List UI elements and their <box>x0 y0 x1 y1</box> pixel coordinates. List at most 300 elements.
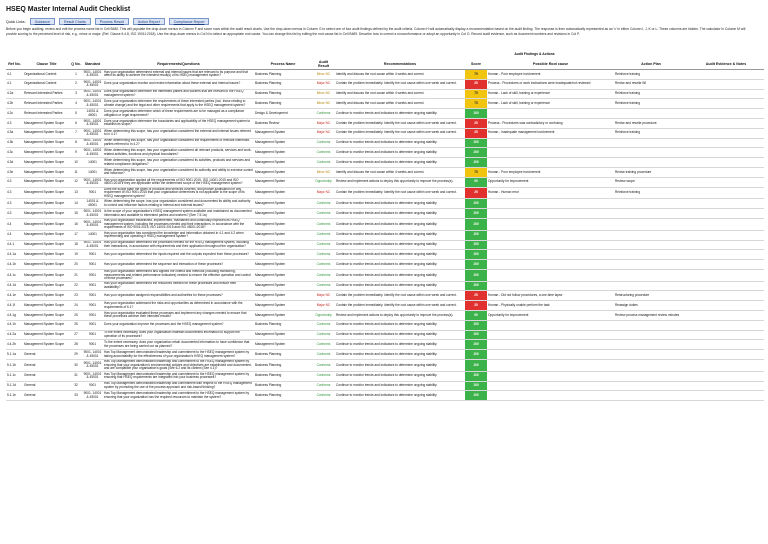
process-name-select[interactable]: Business Planning <box>254 320 312 330</box>
recommendation-cell: Review and implement actions to deploy this opportunity to improve the process(s). <box>335 311 465 321</box>
evidence-field[interactable] <box>688 167 764 177</box>
qno-cell: 22 <box>70 281 82 291</box>
audit-result-select[interactable]: Conforms <box>312 340 335 350</box>
score-cell: 100 <box>465 330 487 340</box>
requirement-cell: Has Top Management demonstrated leadership and commitment to the HSEQ management system by ensuring that your organization has the required resources to maintain the system? <box>103 391 254 401</box>
audit-result-select[interactable]: Major NC <box>312 118 335 128</box>
action-plan-field[interactable] <box>614 250 688 260</box>
root-cause-select[interactable] <box>487 250 614 260</box>
requirement-cell: Has your organization applied all the requirements of ISO 9001:2015, ISO 14001:2015 and ISO 45001:2018 if they are applicable within the determined scope of the HSEQ management system? <box>103 177 254 187</box>
evidence-field[interactable] <box>688 391 764 401</box>
requirement-cell: Has your organization determined external and internal issues that are relevant to its purpose and that affect its ability to achieve the intended result(s) of its HSEQ management system? <box>103 70 254 80</box>
qno-cell: 2 <box>70 79 82 89</box>
ref-cell: 4.1 <box>6 79 23 89</box>
process-name-select[interactable]: Business Review <box>254 118 312 128</box>
root-cause-select[interactable]: Human - Inadequate management involvement <box>487 128 614 138</box>
action-plan-field[interactable] <box>614 340 688 350</box>
action-plan-field[interactable]: Review scope <box>614 177 688 187</box>
root-cause-select[interactable] <box>487 148 614 158</box>
action-plan-field[interactable]: Revise training procedure <box>614 167 688 177</box>
requirement-cell: To the extent necessary, does your organization retain documented information to have confidence that the processes are being carried out as planned? <box>103 340 254 350</box>
table-body <box>6 70 764 401</box>
action-plan-field[interactable] <box>614 281 688 291</box>
audit-result-select[interactable]: Conforms <box>312 360 335 372</box>
root-cause-select[interactable] <box>487 109 614 119</box>
quick-links-bar <box>6 18 209 25</box>
root-cause-select[interactable] <box>487 230 614 240</box>
table-row <box>6 230 764 240</box>
process-name-select[interactable]: Management System <box>254 187 312 199</box>
process-name-select[interactable]: Management System <box>254 218 312 230</box>
ref-cell: 4.2a <box>6 89 23 99</box>
table-row <box>6 99 764 109</box>
requirement-cell: Has your organization established, implemented, maintained and continually improved its HSEQ management system, including the processes needed and their interactions, in accordance with the requirements of ISO 9001:2015, ISO 14001:2015 and ISO 45001:2018? <box>103 218 254 230</box>
score-cell: 100 <box>465 240 487 250</box>
recommendation-cell: Identify and discuss the root cause within 4 weeks and correct. <box>335 167 465 177</box>
requirement-cell: Does your organization determine the requirements of these interested parties (incl. those relating to climate change) and the legal and other requirements that apply to the HSEQ management system? <box>103 99 254 109</box>
audit-result-select[interactable]: Major NC <box>312 128 335 138</box>
root-cause-select[interactable] <box>487 240 614 250</box>
process-name-select[interactable]: Business Planning <box>254 381 312 391</box>
evidence-field[interactable] <box>688 260 764 270</box>
recommendation-cell: Continue to monitor trends and indicators to determine ongoing stability. <box>335 158 465 168</box>
evidence-field[interactable] <box>688 118 764 128</box>
action-plan-field[interactable] <box>614 350 688 360</box>
root-cause-select[interactable] <box>487 218 614 230</box>
action-plan-field[interactable]: Reinforce training <box>614 187 688 199</box>
root-cause-select[interactable]: Human - Poor employee involvement <box>487 70 614 80</box>
clause-cell: Management System Scope <box>23 187 70 199</box>
standard-cell: 9001, 14001 & 45001 <box>83 148 102 156</box>
clause-cell: Management System Scope <box>23 330 70 340</box>
action-plan-field[interactable] <box>614 381 688 391</box>
process-name-select[interactable]: Management System <box>254 240 312 250</box>
ref-cell: 4.2c <box>6 109 23 119</box>
action-plan-field[interactable] <box>614 148 688 158</box>
clause-cell: Management System Scope <box>23 260 70 270</box>
process-name-select[interactable]: Business Planning <box>254 79 312 89</box>
process-name-select[interactable]: Management System <box>254 269 312 281</box>
ref-cell: 4.3b <box>6 138 23 148</box>
audit-result-select[interactable]: Conforms <box>312 250 335 260</box>
process-name-select[interactable]: Design & Development <box>254 109 312 119</box>
recommendation-cell: Continue to monitor trends and indicators to determine ongoing stability. <box>335 109 465 119</box>
recommendation-cell: Continue to monitor trends and indicators to determine ongoing stability. <box>335 138 465 148</box>
score-cell: 100 <box>465 350 487 360</box>
table-row <box>6 138 764 148</box>
root-cause-select[interactable]: Process - Procedures was contradictory or confusing <box>487 118 614 128</box>
root-cause-select[interactable] <box>487 269 614 281</box>
evidence-field[interactable] <box>688 371 764 381</box>
process-name-select[interactable]: Business Planning <box>254 70 312 80</box>
guidance-link[interactable]: Guidance <box>30 18 55 25</box>
process-name-select[interactable]: Management System <box>254 128 312 138</box>
table-row <box>6 89 764 99</box>
recommendation-cell: Contain the problem immediately. Identify the root cause within one week and correct. <box>335 301 465 311</box>
process-name-select[interactable]: Management System <box>254 330 312 340</box>
audit-result-select[interactable]: Conforms <box>312 381 335 391</box>
score-cell: 25 <box>465 301 487 311</box>
recommendation-cell: Continue to monitor trends and indicators to determine ongoing stability. <box>335 260 465 270</box>
action-plan-field[interactable]: Restructuring procedure <box>614 291 688 301</box>
standard-cell: 9001 <box>82 250 103 260</box>
table-row <box>6 320 764 330</box>
qno-cell: 10 <box>70 158 82 168</box>
process-name-select[interactable]: Management System <box>254 230 312 240</box>
requirement-cell: Does your organization determine the interested parties and workers that are relevant to the HSEQ management system? <box>103 89 254 99</box>
evidence-field[interactable] <box>688 301 764 311</box>
standard-cell: 9001 <box>82 311 103 321</box>
qno-cell: 30 <box>70 360 82 372</box>
process-name-select[interactable]: Management System <box>254 250 312 260</box>
root-cause-select[interactable] <box>487 320 614 330</box>
action-plan-field[interactable] <box>614 209 688 219</box>
table-row <box>6 291 764 301</box>
requirement-cell: Has your organization determined the resources needed for these processes and ensure their availability? <box>103 281 254 291</box>
evidence-field[interactable] <box>688 311 764 321</box>
audit-result-select[interactable]: Minor NC <box>312 70 335 80</box>
col-clause: Clause Title <box>23 58 70 70</box>
root-cause-select[interactable]: Opportunity for improvement <box>487 311 614 321</box>
action-plan-field[interactable] <box>614 199 688 209</box>
audit-result-select[interactable]: Conforms <box>312 230 335 240</box>
standard-cell: 9001, 14001 & 45001 <box>83 118 102 127</box>
standard-cell: 14001 & 45001 <box>82 109 103 119</box>
col-recommendations: Recommendations <box>335 58 465 70</box>
process-name-select[interactable]: Management System <box>254 177 312 187</box>
clause-cell: Management System Scope <box>23 320 70 330</box>
root-cause-select[interactable]: Human - Lack of skill, training or experience <box>487 99 614 109</box>
table-row <box>6 269 764 281</box>
result-charts-link[interactable]: Result Charts <box>59 18 91 25</box>
action-plan-field[interactable] <box>614 371 688 381</box>
evidence-field[interactable] <box>688 350 764 360</box>
requirement-cell: Does your organization improve the processes and the HSEQ management system? <box>103 320 254 330</box>
recommendation-cell: Continue to monitor trends and indicators to determine ongoing stability. <box>335 281 465 291</box>
audit-result-select[interactable]: Conforms <box>312 281 335 291</box>
recommendation-cell: Continue to monitor trends and indicators to determine ongoing stability. <box>335 350 465 360</box>
root-cause-select[interactable]: Human - Human error <box>487 187 614 199</box>
evidence-field[interactable] <box>688 218 764 230</box>
requirement-cell: Has Top Management demonstrated leadership and commitment with respect to the HSEQ management system by promoting the use of the process approach and risk-based thinking? <box>103 381 254 391</box>
evidence-field[interactable] <box>688 291 764 301</box>
score-cell: 25 <box>465 128 487 138</box>
action-plan-field[interactable]: Reinforce training <box>614 128 688 138</box>
action-plan-field[interactable]: Revise and rewrite WI <box>614 79 688 89</box>
process-name-select[interactable]: Business Planning <box>254 89 312 99</box>
evidence-field[interactable] <box>688 240 764 250</box>
clause-cell: Organizational Context <box>23 70 70 80</box>
ref-cell: 4.4.1g <box>6 311 23 321</box>
process-result-link[interactable]: Process Result <box>95 18 129 25</box>
evidence-field[interactable] <box>688 158 764 168</box>
root-cause-select[interactable] <box>487 281 614 291</box>
col-result: Audit Result <box>312 58 335 70</box>
ref-cell: 4.3d <box>6 158 23 168</box>
audit-result-select[interactable]: Conforms <box>312 218 335 230</box>
standard-cell: 9001, 14001 & 45001 <box>83 128 102 137</box>
score-cell: 90 <box>465 177 487 187</box>
action-plan-field[interactable] <box>614 158 688 168</box>
audit-result-select[interactable]: Major NC <box>312 291 335 301</box>
score-cell: 100 <box>465 209 487 219</box>
clause-cell: Management System Scope <box>23 269 70 281</box>
audit-result-select[interactable]: Conforms <box>312 260 335 270</box>
score-cell: 25 <box>465 187 487 199</box>
action-plan-field[interactable] <box>614 391 688 401</box>
score-cell: 75 <box>465 99 487 109</box>
standard-cell: 14001 <box>82 167 103 177</box>
process-name-select[interactable]: Management System <box>254 209 312 219</box>
process-name-select[interactable]: Management System <box>254 301 312 311</box>
process-name-select[interactable]: Business Planning <box>254 360 312 372</box>
ref-cell: 4.3e <box>6 167 23 177</box>
col-qno: Q No. <box>70 58 82 70</box>
audit-result-select[interactable]: Conforms <box>312 109 335 119</box>
recommendation-cell: Contain the problem immediately. Identify the root cause within one week and correct. <box>335 118 465 128</box>
table-row <box>6 311 764 321</box>
root-cause-select[interactable]: Human - Poor employee involvement <box>487 167 614 177</box>
action-plan-field[interactable] <box>614 260 688 270</box>
evidence-field[interactable] <box>688 199 764 209</box>
ref-cell: 4.4 <box>6 230 23 240</box>
audit-result-select[interactable]: Minor NC <box>312 167 335 177</box>
findings-header: Audit Findings & Actions <box>514 52 555 56</box>
score-cell: 90 <box>465 311 487 321</box>
root-cause-select[interactable] <box>487 340 614 350</box>
process-name-select[interactable]: Management System <box>254 311 312 321</box>
standard-cell: 9001, 14001 & 45001 <box>83 208 102 217</box>
ref-cell: 5.1.1e <box>6 391 23 401</box>
root-cause-select[interactable]: Process - Procedures or work instructions were inadequate/not reviewed <box>487 79 614 89</box>
action-plan-field[interactable]: Reinforce training <box>614 99 688 109</box>
standard-cell: 9001, 14001 & 45001 <box>83 99 102 107</box>
root-cause-select[interactable]: Opportunity for improvement <box>487 177 614 187</box>
qno-cell: 5 <box>70 109 82 119</box>
action-plan-field[interactable]: Reinforce training <box>614 89 688 99</box>
qno-cell: 9 <box>70 148 82 158</box>
evidence-field[interactable] <box>688 269 764 281</box>
recommendation-cell: Identify and discuss the root cause within 4 weeks and correct. <box>335 89 465 99</box>
ref-cell: 4.1 <box>6 70 23 80</box>
action-plan-field[interactable] <box>614 218 688 230</box>
evidence-field[interactable] <box>688 250 764 260</box>
table-row <box>6 340 764 350</box>
root-cause-select[interactable] <box>487 360 614 372</box>
root-cause-select[interactable]: Human - Physically unable perform the task <box>487 301 614 311</box>
evidence-field[interactable] <box>688 230 764 240</box>
audit-result-select[interactable]: Conforms <box>312 391 335 401</box>
score-cell: 25 <box>465 118 487 128</box>
audit-result-select[interactable]: Conforms <box>312 199 335 209</box>
root-cause-select[interactable] <box>487 260 614 270</box>
process-name-select[interactable]: Business Planning <box>254 350 312 360</box>
process-name-select[interactable]: Management System <box>254 281 312 291</box>
requirement-cell: Is the scope of your organization's HSEQ management system available and maintained as documented information and available to interested parties and workers? (See 7.5.1a) <box>103 209 254 219</box>
audit-result-select[interactable]: Conforms <box>312 371 335 381</box>
audit-result-select[interactable]: Conforms <box>312 158 335 168</box>
root-cause-select[interactable] <box>487 138 614 148</box>
audit-result-select[interactable]: Conforms <box>312 240 335 250</box>
root-cause-select[interactable] <box>487 371 614 381</box>
standard-cell: 9001, 14001 & 45001 <box>83 177 102 186</box>
recommendation-cell: Continue to monitor trends and indicators to determine ongoing stability. <box>335 371 465 381</box>
standard-cell: 9001, 14001 & 45001 <box>83 391 102 399</box>
evidence-field[interactable] <box>688 177 764 187</box>
ref-cell: 5.1.1b <box>6 360 23 372</box>
header-row <box>6 58 764 70</box>
clause-cell: Management System Scope <box>23 230 70 240</box>
qno-cell: 21 <box>70 269 82 281</box>
evidence-field[interactable] <box>688 320 764 330</box>
qno-cell: 4 <box>70 99 82 109</box>
col-standard: Standard <box>82 58 103 70</box>
root-cause-select[interactable] <box>487 391 614 401</box>
qno-cell: 1 <box>70 70 82 80</box>
evidence-field[interactable] <box>688 109 764 119</box>
audit-result-select[interactable]: Conforms <box>312 148 335 158</box>
evidence-field[interactable] <box>688 340 764 350</box>
audit-result-select[interactable]: Minor NC <box>312 89 335 99</box>
evidence-field[interactable] <box>688 148 764 158</box>
clause-cell: Organizational Context <box>23 79 70 89</box>
audit-result-select[interactable]: Conforms <box>312 350 335 360</box>
requirement-cell: Has your organization addressed the risks and opportunities as determined in accordance with the requirements of 6.1? <box>103 301 254 311</box>
process-name-select[interactable]: Management System <box>254 148 312 158</box>
qno-cell: 6 <box>70 118 82 128</box>
root-cause-select[interactable]: Human - Lack of skill, training or experience <box>487 89 614 99</box>
evidence-field[interactable] <box>688 281 764 291</box>
audit-result-select[interactable]: Conforms <box>312 320 335 330</box>
process-name-select[interactable]: Management System <box>254 158 312 168</box>
action-plan-field[interactable] <box>614 109 688 119</box>
col-requirements: Requirements/Questions <box>103 58 254 70</box>
audit-result-select[interactable]: Major NC <box>312 79 335 89</box>
process-name-select[interactable]: Management System <box>254 260 312 270</box>
root-cause-select[interactable] <box>487 209 614 219</box>
action-plan-field[interactable] <box>614 138 688 148</box>
qno-cell: 8 <box>70 138 82 148</box>
requirement-cell: Has your organization determined the processes needed for the HSEQ management system, including their interactions, in accordance with requirements and their application throughout the organization? <box>103 240 254 250</box>
evidence-field[interactable] <box>688 209 764 219</box>
qno-cell: 25 <box>70 311 82 321</box>
process-name-select[interactable]: Management System <box>254 340 312 350</box>
recommendation-cell: Continue to monitor trends and indicators to determine ongoing stability. <box>335 209 465 219</box>
recommendation-cell: Continue to monitor trends and indicators to determine ongoing stability. <box>335 330 465 340</box>
audit-result-select[interactable]: Major NC <box>312 187 335 199</box>
score-cell: 100 <box>465 138 487 148</box>
score-cell: 100 <box>465 218 487 230</box>
audit-result-select[interactable]: Opportunity <box>312 177 335 187</box>
action-plan-field[interactable] <box>614 240 688 250</box>
evidence-field[interactable] <box>688 360 764 372</box>
root-cause-select[interactable] <box>487 158 614 168</box>
audit-result-select[interactable]: Conforms <box>312 209 335 219</box>
action-plan-field[interactable] <box>614 320 688 330</box>
score-cell: 100 <box>465 340 487 350</box>
evidence-field[interactable] <box>688 187 764 199</box>
evidence-field[interactable] <box>688 70 764 80</box>
root-cause-select[interactable] <box>487 381 614 391</box>
evidence-field[interactable] <box>688 128 764 138</box>
action-plan-field[interactable]: Reinforce training <box>614 70 688 80</box>
qno-cell: 3 <box>70 89 82 99</box>
process-name-select[interactable]: Business Planning <box>254 99 312 109</box>
score-cell: 100 <box>465 148 487 158</box>
root-cause-select[interactable]: Human - Did not follow procedures, a one-time lapse <box>487 291 614 301</box>
evidence-field[interactable] <box>688 138 764 148</box>
qno-cell: 7 <box>70 128 82 138</box>
audit-result-select[interactable]: Major NC <box>312 301 335 311</box>
action-plan-field[interactable]: Review process management review minutes <box>614 311 688 321</box>
action-plan-field[interactable]: Reassign duties <box>614 301 688 311</box>
process-name-select[interactable]: Management System <box>254 167 312 177</box>
audit-result-select[interactable]: Conforms <box>312 269 335 281</box>
qno-cell: 20 <box>70 260 82 270</box>
process-name-select[interactable]: Management System <box>254 138 312 148</box>
standard-cell: 9001, 14001 & 45001 <box>83 350 102 358</box>
process-name-select[interactable]: Management System <box>254 291 312 301</box>
process-name-select[interactable]: Business Planning <box>254 371 312 381</box>
audit-result-select[interactable]: Conforms <box>312 330 335 340</box>
table-row <box>6 218 764 230</box>
standard-cell: 9001, 14001 & 45001 <box>83 69 102 78</box>
action-plan-field[interactable]: Revise and rewrite procedure <box>614 118 688 128</box>
requirement-cell: When determining this scope, has your organization considered the external and internal issues referred to in 4.1? <box>103 128 254 138</box>
action-plan-field[interactable] <box>614 330 688 340</box>
table-row <box>6 158 764 168</box>
root-cause-select[interactable] <box>487 330 614 340</box>
table-row <box>6 109 764 119</box>
score-cell: 100 <box>465 391 487 401</box>
clause-cell: Relevant Interested Parties <box>23 109 70 119</box>
action-plan-field[interactable] <box>614 269 688 281</box>
audit-result-select[interactable]: Minor NC <box>312 99 335 109</box>
evidence-field[interactable] <box>688 330 764 340</box>
process-name-select[interactable]: Business Planning <box>254 391 312 401</box>
clause-cell: Management System Scope <box>23 138 70 148</box>
evidence-field[interactable] <box>688 79 764 89</box>
qno-cell: 13 <box>70 187 82 199</box>
audit-result-select[interactable]: Conforms <box>312 138 335 148</box>
requirement-cell: When determining this scope, has your organization considered its authority and ability to exercise control and influence? <box>104 167 254 176</box>
action-plan-field[interactable] <box>614 360 688 372</box>
recommendation-cell: Continue to monitor trends and indicators to determine ongoing stability. <box>335 250 465 260</box>
clause-cell: Management System Scope <box>23 209 70 219</box>
table-row <box>6 281 764 291</box>
action-report-link[interactable]: Action Report <box>133 18 165 25</box>
evidence-field[interactable] <box>688 89 764 99</box>
action-plan-field[interactable] <box>614 230 688 240</box>
ref-cell: 5.1.1c <box>6 371 23 381</box>
requirement-cell: When determining this scope, has your organization considered its activities, products and services and related compliance obligations? <box>103 158 254 168</box>
process-name-select[interactable]: Management System <box>254 199 312 209</box>
clause-cell: Management System Scope <box>23 167 70 177</box>
evidence-field[interactable] <box>688 99 764 109</box>
ref-cell: 5.1.1a <box>6 350 23 360</box>
compliance-report-link[interactable]: Compliance Report <box>169 18 210 25</box>
clause-cell: Management System Scope <box>23 340 70 350</box>
clause-cell: General <box>23 371 70 381</box>
score-cell: 75 <box>465 167 487 177</box>
audit-result-select[interactable]: Opportunity <box>312 311 335 321</box>
root-cause-select[interactable] <box>487 199 614 209</box>
standard-cell: 9001 <box>82 281 103 291</box>
evidence-field[interactable] <box>688 381 764 391</box>
col-root-cause: Possible Root cause <box>487 58 614 70</box>
table-row <box>6 128 764 138</box>
root-cause-select[interactable] <box>487 350 614 360</box>
